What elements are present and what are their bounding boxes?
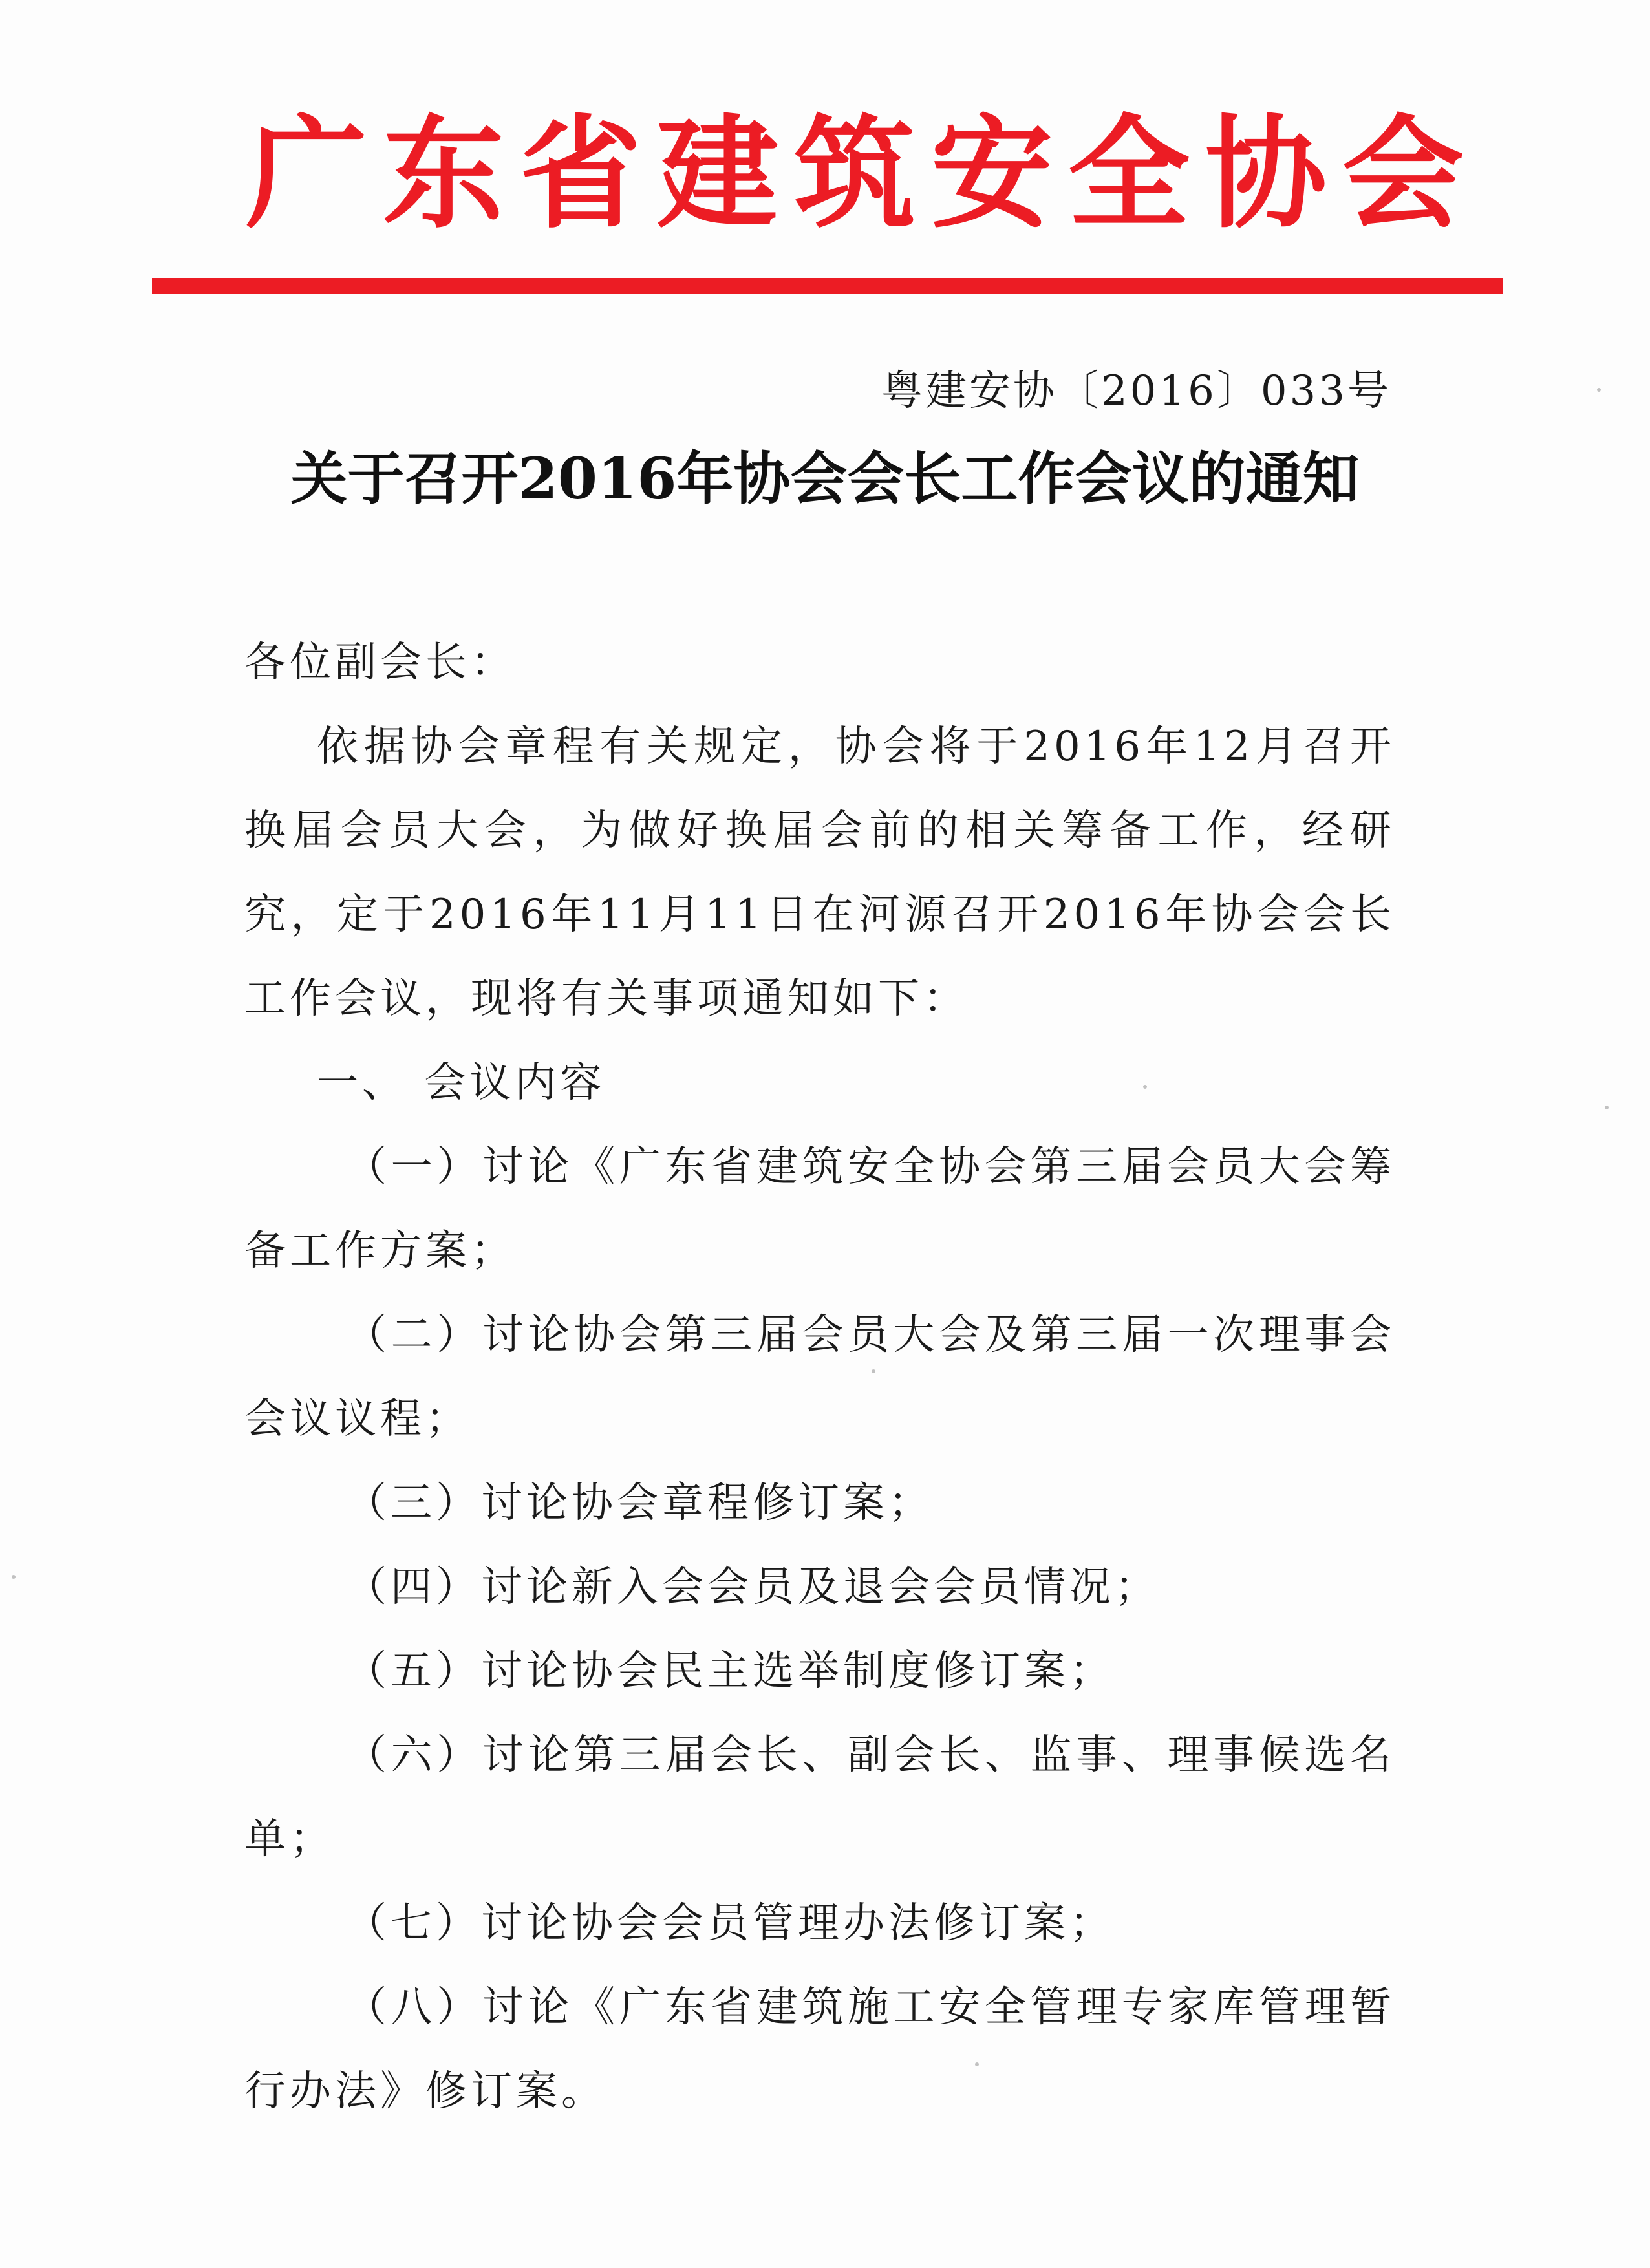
scan-speck: [872, 1369, 875, 1373]
agenda-item-5: （五）讨论协会民主选举制度修订案；: [345, 1647, 1115, 1695]
letterhead-red-rule: [152, 278, 1503, 294]
section-heading-meeting-content: 一、 会议内容: [317, 1059, 606, 1107]
agenda-item-2: （二）讨论协会第三届会员大会及第三届一次理事会会议议程；: [244, 1311, 1395, 1443]
scan-speck: [1605, 1106, 1609, 1109]
salutation: 各位副会长：: [244, 639, 516, 687]
letterhead-organization-name: 广东省建筑安全协会: [246, 103, 1479, 245]
scan-speck: [1597, 388, 1601, 392]
document-number: 粤建安协〔2016〕033号: [881, 367, 1391, 415]
agenda-item-8: （八）讨论《广东省建筑施工安全管理专家库管理暂行办法》修订案。: [244, 1984, 1395, 2115]
agenda-item-4: （四）讨论新入会会员及退会会员情况；: [345, 1563, 1160, 1611]
document-title: 关于召开2016年协会会长工作会议的通知: [290, 445, 1360, 512]
intro-paragraph: 依据协会章程有关规定，协会将于2016年12月召开换届会员大会，为做好换届会前的相关筹备工作，经研究，定于2016年11月11日在河源召开2016年协会会长工作会议，现将有关事项通知如下：: [244, 723, 1395, 1023]
agenda-item-7: （七）讨论协会会员管理办法修订案；: [345, 1899, 1115, 1947]
agenda-item-3: （三）讨论协会章程修订案；: [345, 1479, 934, 1527]
agenda-item-1: （一）讨论《广东省建筑安全协会第三届会员大会筹备工作方案；: [244, 1143, 1395, 1275]
scan-speck: [12, 1575, 16, 1579]
document-body: [244, 621, 1395, 2134]
agenda-item-6: （六）讨论第三届会长、副会长、监事、理事候选名单；: [244, 1731, 1395, 1863]
scan-speck: [975, 2062, 979, 2066]
scan-speck: [1143, 1085, 1147, 1089]
